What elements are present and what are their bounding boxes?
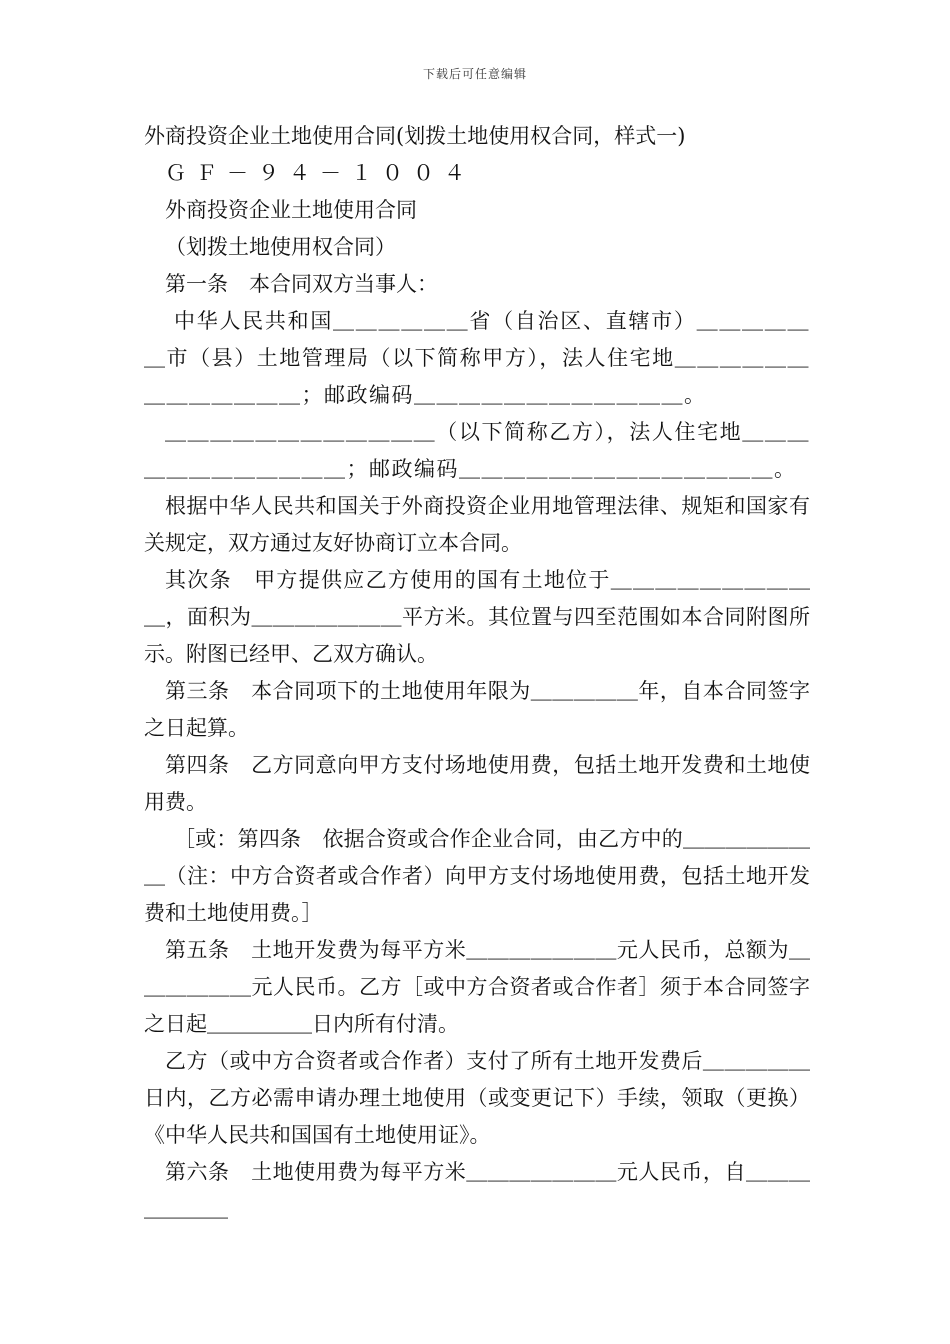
article-1-heading: 第一条 本合同双方当事人： [165, 272, 438, 296]
article-3-paragraph: 第三条 本合同项下的土地使用年限为＿＿＿＿＿年，自本合同签字之日起算。 [144, 679, 810, 740]
party-a-paragraph: 中华人民共和国＿＿＿＿＿＿省（自治区、直辖市）＿＿＿＿＿＿市（县）土地管理局（以下简称甲方），法人住宅地＿＿＿＿＿＿＿＿＿＿＿＿＿；邮政编码＿＿＿＿＿＿＿＿＿＿＿＿。 [144, 309, 810, 407]
article-4-paragraph: 第四条 乙方同意向甲方支付场地使用费，包括土地开发费和土地使用费。 [144, 753, 810, 814]
article-6-paragraph: 第六条 土地使用费为每平方米＿＿＿＿＿＿＿元人民币，自＿＿＿＿＿＿＿ [144, 1160, 810, 1221]
document-subtitle-2: （划拨土地使用权合同） [165, 235, 396, 259]
document-code: ＧＦ－９４－１００４ [165, 161, 475, 185]
party-b-paragraph: ＿＿＿＿＿＿＿＿＿＿＿＿（以下简称乙方），法人住宅地＿＿＿＿＿＿＿＿＿＿＿＿；邮政编码＿＿＿＿＿＿＿＿＿＿＿＿＿＿。 [144, 420, 810, 481]
article-5-continuation-paragraph: 乙方（或中方合资者或合作者）支付了所有土地开发费后＿＿＿＿＿日内，乙方必需申请办理土地使用（或变更记下）手续，领取（更换）《中华人民共和国国有土地使用证》。 [144, 1049, 810, 1147]
header-note: 下载后可任意编辑 [422, 67, 527, 81]
document-subtitle: 外商投资企业土地使用合同 [165, 198, 417, 222]
article-4-alternative-paragraph: ［或：第四条 依据合资或合作企业合同，由乙方中的＿＿＿＿＿＿＿（注：中方合资者或合作者）向甲方支付场地使用费，包括土地开发费和土地使用费。］ [144, 827, 810, 925]
article-2-paragraph: 其次条 甲方提供应乙方使用的国有土地位于＿＿＿＿＿＿＿＿＿＿，面积为＿＿＿＿＿＿＿平方米。其位置与四至范围如本合同附图所示。附图已经甲、乙双方确认。 [144, 568, 810, 666]
document-title: 外商投资企业土地使用合同(划拨土地使用权合同，样式一) [144, 124, 686, 148]
article-5-paragraph: 第五条 土地开发费为每平方米＿＿＿＿＿＿＿元人民币，总额为＿＿＿＿＿＿元人民币。乙方［或中方合资者或合作者］须于本合同签字之日起＿＿＿＿＿日内所有付清。 [144, 938, 810, 1036]
basis-paragraph: 根据中华人民共和国关于外商投资企业用地管理法律、规矩和国家有关规定，双方通过友好协商订立本合同。 [144, 494, 810, 555]
contract-body [144, 118, 810, 1228]
